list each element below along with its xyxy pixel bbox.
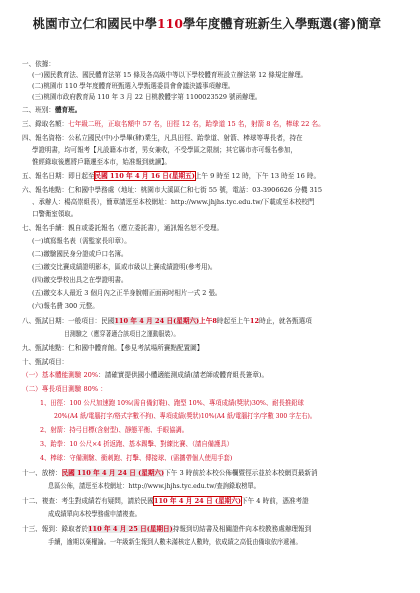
sec3-line [22,120,412,128]
sec1-heading: 一、依據： [22,60,55,68]
sec12-line1 [22,497,412,505]
sec7-item: (六)報名費 300 元整。 [32,302,99,310]
sec8-line2: 目測驗之（應穿著適合該項目之運動服裝）。 [64,330,180,338]
sec4-line3: 惟經錄取後應將戶籍遷至本市，始准報到就讀】。 [32,158,171,166]
sec6-line3: 口警衛室領取。 [32,210,78,218]
sec10-track-line1: 1、田徑：100 公尺加速跑 10%(需自備釘鞋)、跑型 10%、專項成績(獎狀)30%、耐長推鉛球 [40,399,304,407]
sec5-post: 上午 9 時至 12 時，下午 13 時至 16 時。 [194,172,321,180]
sec1-item: (一)國民教育法、國民體育法第 15 條及各高級中等以下學校體育班設立辦法第 12 條規定辦理。 [32,71,308,79]
document-title [0,14,414,32]
sec10-heading: 十、甄試項目： [22,358,69,366]
title-pre: 桃園市立仁和國民中學 [32,16,158,31]
sec10-taekwondo: 3、跆拳：10 公尺×4 折返跑、基本踢擊、對練比賽、（請自備護具） [40,440,233,448]
sec13-pre: 十三、報到：錄取者於 [22,525,88,533]
sec9-line: 九、甄試地點：仁和國中體育館。【參見考試場所賽點配置圖】 [22,344,204,352]
sec7-heading: 七、報名手續：親自或委託報名（應立委託書），通訊報名恕不受理。 [22,224,224,232]
sec2-heading: 二、班別： [22,106,55,114]
sec1-item: (二)桃園市 110 學年度體育班甄選入學甄選委員會會議決議事項辦理。 [32,82,235,90]
sec5-pre: 五、報名日期：即日起至 [22,172,95,180]
sec12-date: 110 年 4 月 24 日 (星期六) [153,497,241,505]
sec13-post: 持報到切結書及相關證件向本校教務處辦理報到 [172,525,312,533]
sec11-date: 民國 110 年 4 月 24 日 (星期六) [61,469,165,477]
sec12-line2: 成成績單向本校學務處申請複查。 [48,510,141,518]
sec5-date: 民國 110 年 4 月 16 日(星期五) [94,172,195,180]
sec4-heading: 四、報名資格： [22,134,69,142]
sec4-line2: 學證明書，均可報考【凡設籍本市者，男女兼收，不受學區之限制；其它縣市亦可報名參加， [32,146,297,154]
sec7-item: (三)繳交比賽成績證明影本，區或市級以上賽成績證明(參考用)。 [32,263,217,271]
sec3-heading: 三、錄取名額： [22,120,69,128]
sec8-mid2: 時起至上午 [216,317,250,325]
sec11-line1 [22,469,412,477]
sec10-part1 [22,371,412,379]
sec8-mid1: 上午 [199,317,213,325]
sec7-item: (四)繳交學校出具之在學證明書。 [32,276,128,284]
sec10-part2: （二）專長項目測驗 80% ： [22,385,107,393]
sec4-text: 公私立國民(中)小學畢(肄)業生，凡具田徑、跆拳道、射箭、棒球等專長者，持在 [68,134,303,142]
sec12-post: 下午 4 時前，憑准考證 [240,497,309,505]
sec2-value: 體育班。 [54,106,82,114]
title-year: 110 [157,16,184,31]
sec11-post: 下午 3 時前於本校公佈欄暨徑示並於本校網頁最新消 [164,469,318,477]
sec4-line1 [22,134,412,142]
sec6-line2: 、承辦人：楊高崇組長），簡章請逕至本校網址：http://www.jhjhs.tyc.edu.tw/下載或至本校校門 [32,198,315,206]
sec8-hour1: 8 [212,317,217,325]
sec10-part1-desc: ：請確實提供國小體適能測成績(請老師或體育組長簽章)。 [98,371,269,379]
sec7-item: (五)繳交本人最近 3 個月內之正半身脫帽正面兩吋相片一式 2 張。 [32,289,222,297]
sec10-archery: 2、射箭：持弓目標(含射型)、靜態平衡、手眼協調。 [40,426,189,434]
sec10-part1-title: （一）基本體能測驗 20% [22,371,99,379]
sec8-post: 時止，就各甄選項 [259,317,312,325]
sec7-item: (二)繳驗國民身分證或戶口名簿。 [32,250,128,258]
sec3-value: 七年級二班，正取名額中 57 名，田徑 12 名，跆拳道 15 名，射箭 8 名，棒球 22 名。 [68,120,325,128]
sec2-line [22,106,412,114]
sec8-pre: 八、甄試日期：一般項目：民國 [22,317,115,325]
sec13-date: 110 年 4 月 25 日(星期日) [87,525,173,533]
sec10-track-line2: 20%(A4 紙/電腦打字/格式字數不拘)、專項成績(獎狀)10%(A4 紙/電腦打字/字數 300 字左右)。 [54,412,316,420]
sec1-item: (三)桃園市政府教育局 110 年 3 月 22 日桃教體字第 1100023529 號函辦理。 [32,93,262,101]
sec8-hour2: 12 [249,317,260,325]
sec11-pre: 十一、放榜： [22,469,62,477]
sec7-item: (一)填寫報名表（需監家長印章）。 [32,237,131,245]
sec12-pre: 十二、複查：考生對成績若有疑問，請於民國 [22,497,154,505]
sec6-line1: 六、報名地點：仁和國中學務處（地址：桃園市大溪區仁和七街 55 號，電話：03-3906626 分機 315 [22,186,323,194]
sec11-line2: 息區公佈，請逕至本校網址：http://www.jhjhs.tyc.edu.tw/查詢錄取榜單。 [48,482,260,490]
title-post: 學年度體育班新生入學甄選(審)簡章 [183,16,382,31]
sec5-line [22,172,412,180]
sec13-line2: 手續，逾期以棄權論。一年級新生報到人數未滿核定人數時，依成績之高低由備取依序遞補。 [48,538,302,546]
sec13-line1 [22,525,412,533]
sec10-baseball: 4、棒球：守備測驗、衝刺跑、打擊、傳接球、(需攜帶個人使用手套) [40,454,233,462]
sec8-line1 [22,317,412,325]
sec8-date: 110 年 4 月 24 日(星期六) [114,317,200,325]
